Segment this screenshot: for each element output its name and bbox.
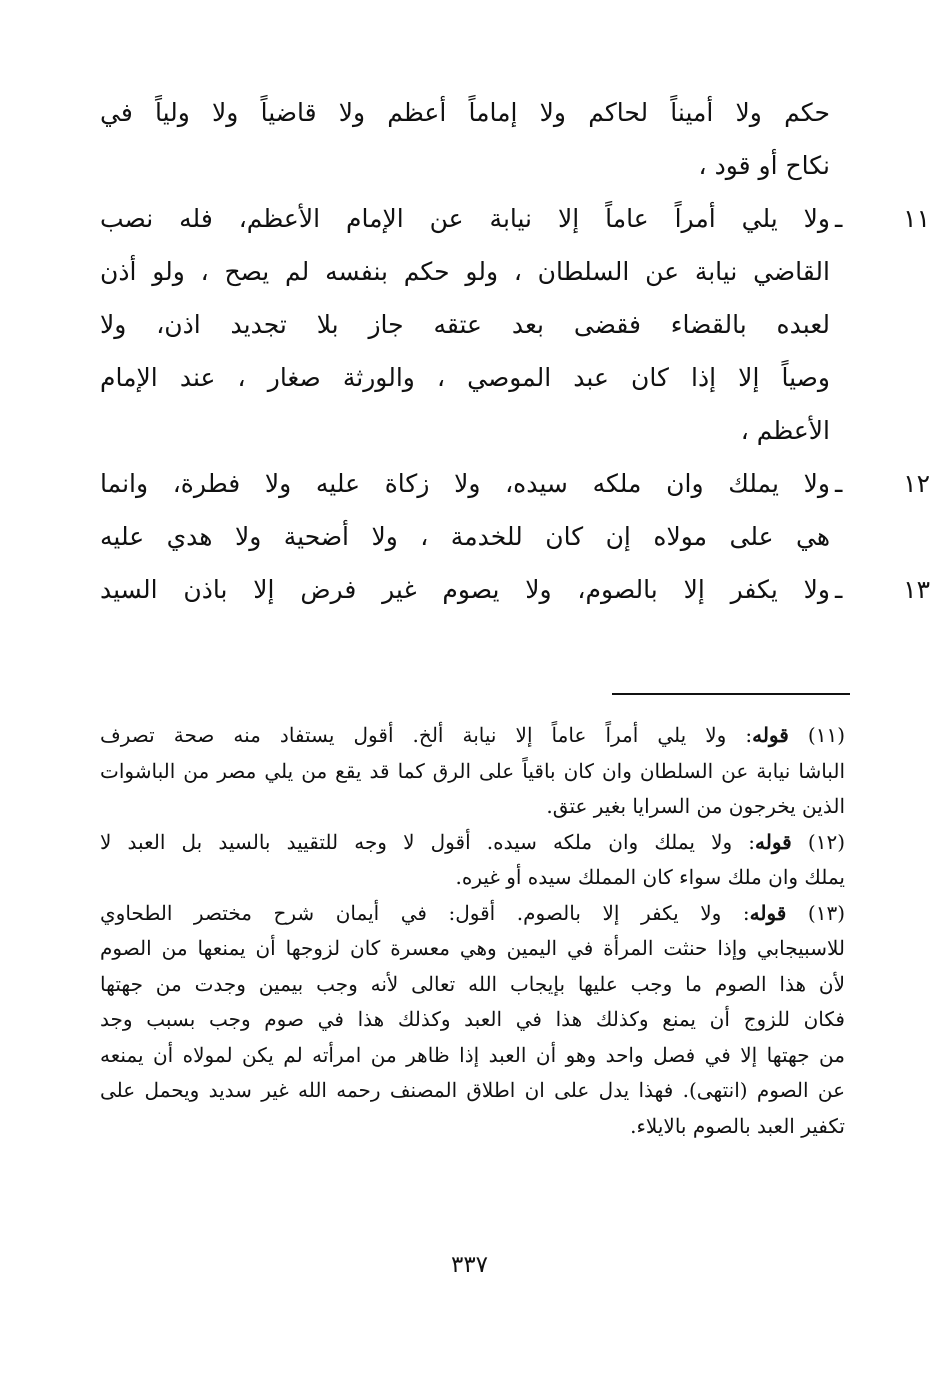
- footnote-text: : ولا يملك وان ملكه سيده. أقول لا وجه للتقييد بالسيد بل العبد لا: [100, 829, 756, 854]
- text-line: ولا يلي أمراً عاماً إلا نيابة عن الإمام الأعظم، فله نصب: [100, 204, 830, 233]
- footnote-13-first-line: [100, 896, 845, 932]
- footnote-text: : ولا يكفر إلا بالصوم. أقول: في أيمان شرح مختصر الطحاوي: [100, 900, 750, 925]
- footnote-keyword: قوله: [749, 900, 787, 925]
- text-line: هي على مولاه إن كان للخدمة ، ولا أضحية ولا هدي عليه: [100, 522, 830, 551]
- footnote-12-first-line: [100, 825, 845, 861]
- text-line: وصياً إلا إذا كان عبد الموصي ، والورثة صغار ، عند الإمام: [100, 363, 830, 392]
- text-line: القاضي نيابة عن السلطان ، ولو حكم بنفسه لم يصح ، ولو أذن: [100, 257, 830, 286]
- footnote-line: للاسبيجابي وإذا حنثت المرأة في اليمين وهي معسرة كان لزوجها أن يمنعها من الصوم: [100, 936, 845, 960]
- text-line: لعبده بالقضاء فقضى بعد عتقه جاز بلا تجديد اذن، ولا: [100, 310, 830, 339]
- paragraph-number: ١١ ـ: [835, 204, 930, 233]
- footnote-line: عن الصوم (انتهى). فهذا يدل على ان اطلاق المصنف رحمه الله غير سديد ويحمل على: [100, 1078, 845, 1102]
- footnote-11-first-line: [100, 718, 845, 754]
- paragraph-13-first-line: [100, 563, 930, 616]
- footnote-line: فكان للزوج أن يمنع وكذلك هذا في العبد وكذلك هذا في صوم وجب بسبب وجد: [100, 1007, 845, 1031]
- main-text: [100, 86, 930, 616]
- text-line: ولا يكفر إلا بالصوم، ولا يصوم غير فرض إلا باذن السيد: [100, 575, 830, 604]
- text-line: حكم ولا أميناً لحاكم ولا إماماً أعظم ولا قاضياً ولا ولياً في: [100, 98, 830, 127]
- footnote-line: لأن هذا الصوم ما وجب عليها بإيجاب الله تعالى لأنه وجب بيمين وجدت من جهتها: [100, 971, 845, 996]
- footnote-line: من جهتها إلا في فصل واحد وهو أن العبد إذا ظاهر من امرأته لم يكن لمولاه أن يمنعه: [100, 1042, 845, 1067]
- footnote-line: تكفير العبد بالصوم بالايلاء.: [630, 1113, 845, 1138]
- paragraph-11-first-line: [100, 192, 930, 245]
- footnote-line: يملك وان ملك سواء كان المملك سيده أو غيره.: [455, 865, 845, 889]
- footnote-text: : ولا يلي أمراً عاماً إلا نيابة ألخ. أقول يستفاد منه صحة تصرف: [100, 723, 753, 747]
- footnote-separator: [612, 693, 850, 695]
- footnote-line: الباشا نيابة عن السلطان وان كان باقياً على الرق كما قد يقع من يلي مصر من الباشوات: [100, 758, 845, 783]
- paragraph-number: ١٣ ـ: [835, 575, 930, 604]
- footnotes: [100, 718, 845, 1144]
- footnote-keyword: قوله: [752, 723, 789, 747]
- text-line: الأعظم ،: [740, 416, 830, 445]
- paragraph-12-first-line: [100, 457, 930, 510]
- footnote-keyword: قوله: [755, 829, 792, 854]
- paragraph-number: ١٢ ـ: [835, 469, 930, 498]
- footnote-number: (١٣): [807, 900, 845, 925]
- footnote-number: (١١): [807, 723, 845, 747]
- text-line: ولا يملك وان ملكه سيده، ولا زكاة عليه ولا فطرة، وانما: [100, 469, 830, 498]
- footnote-line: الذين يخرجون من السرايا بغير عتق.: [546, 794, 845, 818]
- text-line: نكاح أو قود ،: [698, 151, 830, 180]
- footnote-number: (١٢): [807, 829, 846, 854]
- page-number: ٣٣٧: [450, 1252, 489, 1278]
